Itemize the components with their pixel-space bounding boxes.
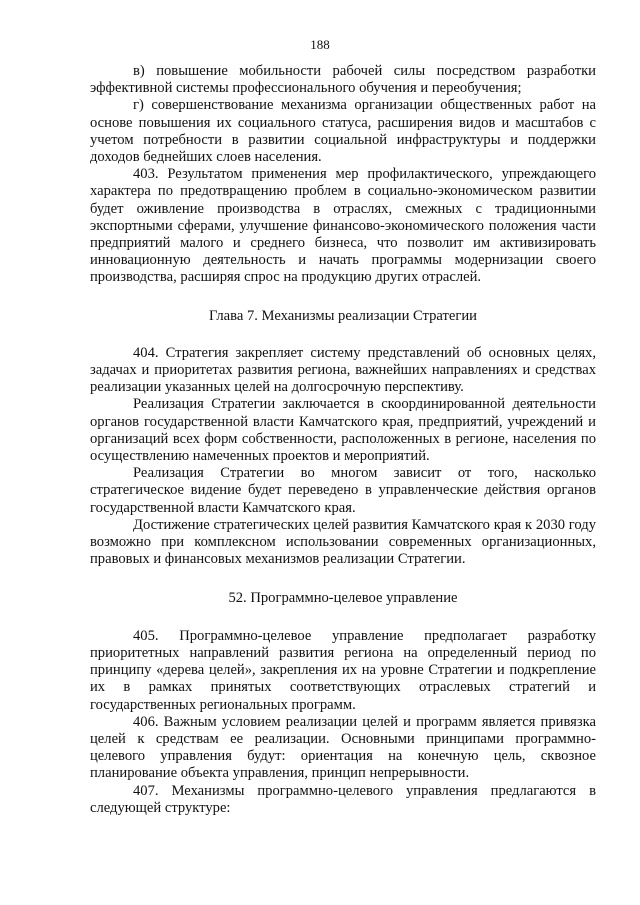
paragraph-strategic-vision: Реализация Стратегии во многом зависит от того, насколько стратегическое видение будет переведено в управленческие действия органов государственной власти Камчатского края. xyxy=(90,465,596,516)
paragraph-item-g: г) совершенствование механизма организации общественных работ на основе повышения их социального статуса, расширения видов и масштабов с учетом потребности в развитии социальной инфраструктуры и поддержки доходов беднейших слоев населения. xyxy=(90,97,596,166)
page-number: 188 xyxy=(310,37,330,52)
paragraph-407: 407. Механизмы программно-целевого управления предлагаются в следующей структуре: xyxy=(90,782,596,816)
paragraph-2030-goals: Достижение стратегических целей развития Камчатского края к 2030 году возможно при комплексном использовании современных организационных, правовых и финансовых механизмов реализации Стратегии. xyxy=(90,516,596,568)
paragraph-item-v: в) повышение мобильности рабочей силы посредством разработки эффективной системы профессионального обучения и переобучения; xyxy=(90,63,596,97)
document-body xyxy=(90,63,596,817)
section-heading: 52. Программно-целевое управление xyxy=(228,590,458,607)
paragraph-404: 404. Стратегия закрепляет систему представлений об основных целях, задачах и приоритетах развития региона, важнейших направлениях и средствах реализации указанных целей на долгосрочную перспективу. xyxy=(90,344,596,396)
paragraph-405: 405. Программно-целевое управление предполагает разработку приоритетных направлений развития региона на определенный период по принципу «дерева целей», закрепления их на уровне Стратегии и подкрепление их в рамках принятых соответствующих отраслевых стратегий и государственных региональных программ. xyxy=(90,627,596,713)
paragraph-406: 406. Важным условием реализации целей и программ является привязка целей к средствам ее реализации. Основными принципами программно-целевого управления будут: ориентация на конечную цель, сквозное планирование объекта управления, принцип непрерывности. xyxy=(90,713,596,782)
paragraph-403: 403. Результатом применения мер профилактического, упреждающего характера по предотвращению проблем в социально-экономическом развитии будет оживление производства в отраслях, смежных с традиционными экспортными сферами, улучшение финансово-экономического положения части предприятий малого и среднего бизнеса, что позволит им активизировать инновационную деятельность и начать программы модернизации своего производства, расширяя спрос на продукцию других отраслей. xyxy=(90,166,596,286)
chapter-heading: Глава 7. Механизмы реализации Стратегии xyxy=(209,307,477,324)
paragraph-strategy-implementation: Реализация Стратегии заключается в скоординированной деятельности органов государственной власти Камчатского края, предприятий, учреждений и организаций всех форм собственности, расположенных в регионе, населения по осуществлению намеченных проектов и мероприятий. xyxy=(90,396,596,465)
